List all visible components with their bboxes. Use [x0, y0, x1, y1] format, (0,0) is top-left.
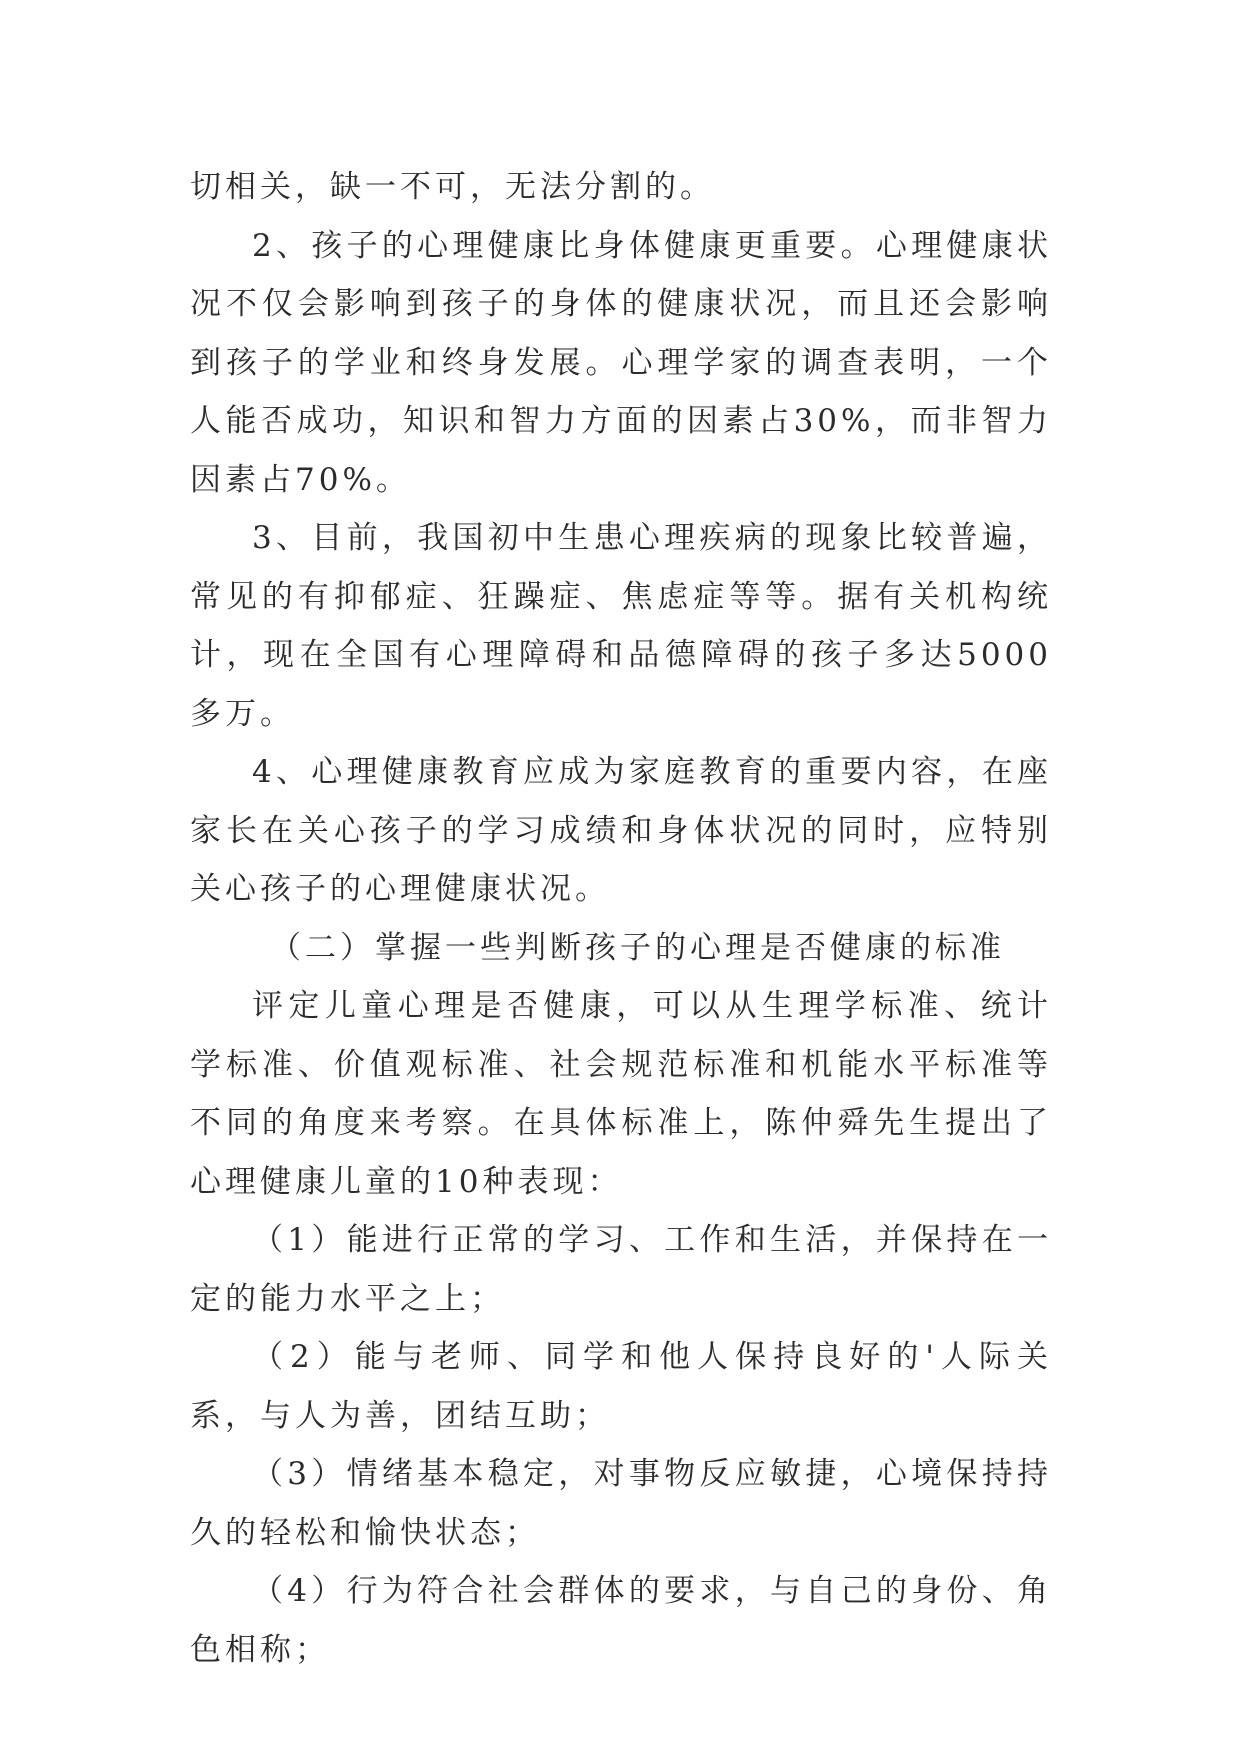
paragraph-point-4: 4、心理健康教育应成为家庭教育的重要内容，在座家长在关心孩子的学习成绩和身体状况的同时，应特别关心孩子的心理健康状况。 — [190, 754, 1052, 907]
list-item-4: （4）行为符合社会群体的要求，与自己的身份、角色相称； — [190, 1573, 1052, 1668]
paragraph-criteria-intro: 评定儿童心理是否健康，可以从生理学标准、统计学标准、价值观标准、社会规范标准和机能水平标准等不同的角度来考察。在具体标准上，陈仲舜先生提出了心理健康儿童的10种表现： — [190, 988, 1052, 1200]
paragraph-point-2: 2、孩子的心理健康比身体健康更重要。心理健康状况不仅会影响到孩子的身体的健康状况，而且还会影响到孩子的学业和终身发展。心理学家的调查表明，一个人能否成功，知识和智力方面的因素占30%，而非智力因素占70%。 — [190, 227, 1052, 498]
section-heading: （二）掌握一些判断孩子的心理是否健康的标准 — [270, 929, 1005, 966]
paragraph-continuation: 切相关，缺一不可，无法分割的。 — [190, 169, 715, 205]
list-item-3: （3）情绪基本稳定，对事物反应敏捷，心境保持持久的轻松和愉快状态； — [190, 1456, 1052, 1551]
list-item-1: （1）能进行正常的学习、工作和生活，并保持在一定的能力水平之上； — [190, 1222, 1052, 1317]
body-text — [190, 158, 1052, 1679]
list-item-2: （2）能与老师、同学和他人保持良好的'人际关系，与人为善，团结互助； — [190, 1339, 1052, 1434]
paragraph-point-3: 3、目前，我国初中生患心理疾病的现象比较普遍，常见的有抑郁症、狂躁症、焦虑症等等。据有关机构统计，现在全国有心理障碍和品德障碍的孩子多达5000多万。 — [190, 520, 1052, 732]
